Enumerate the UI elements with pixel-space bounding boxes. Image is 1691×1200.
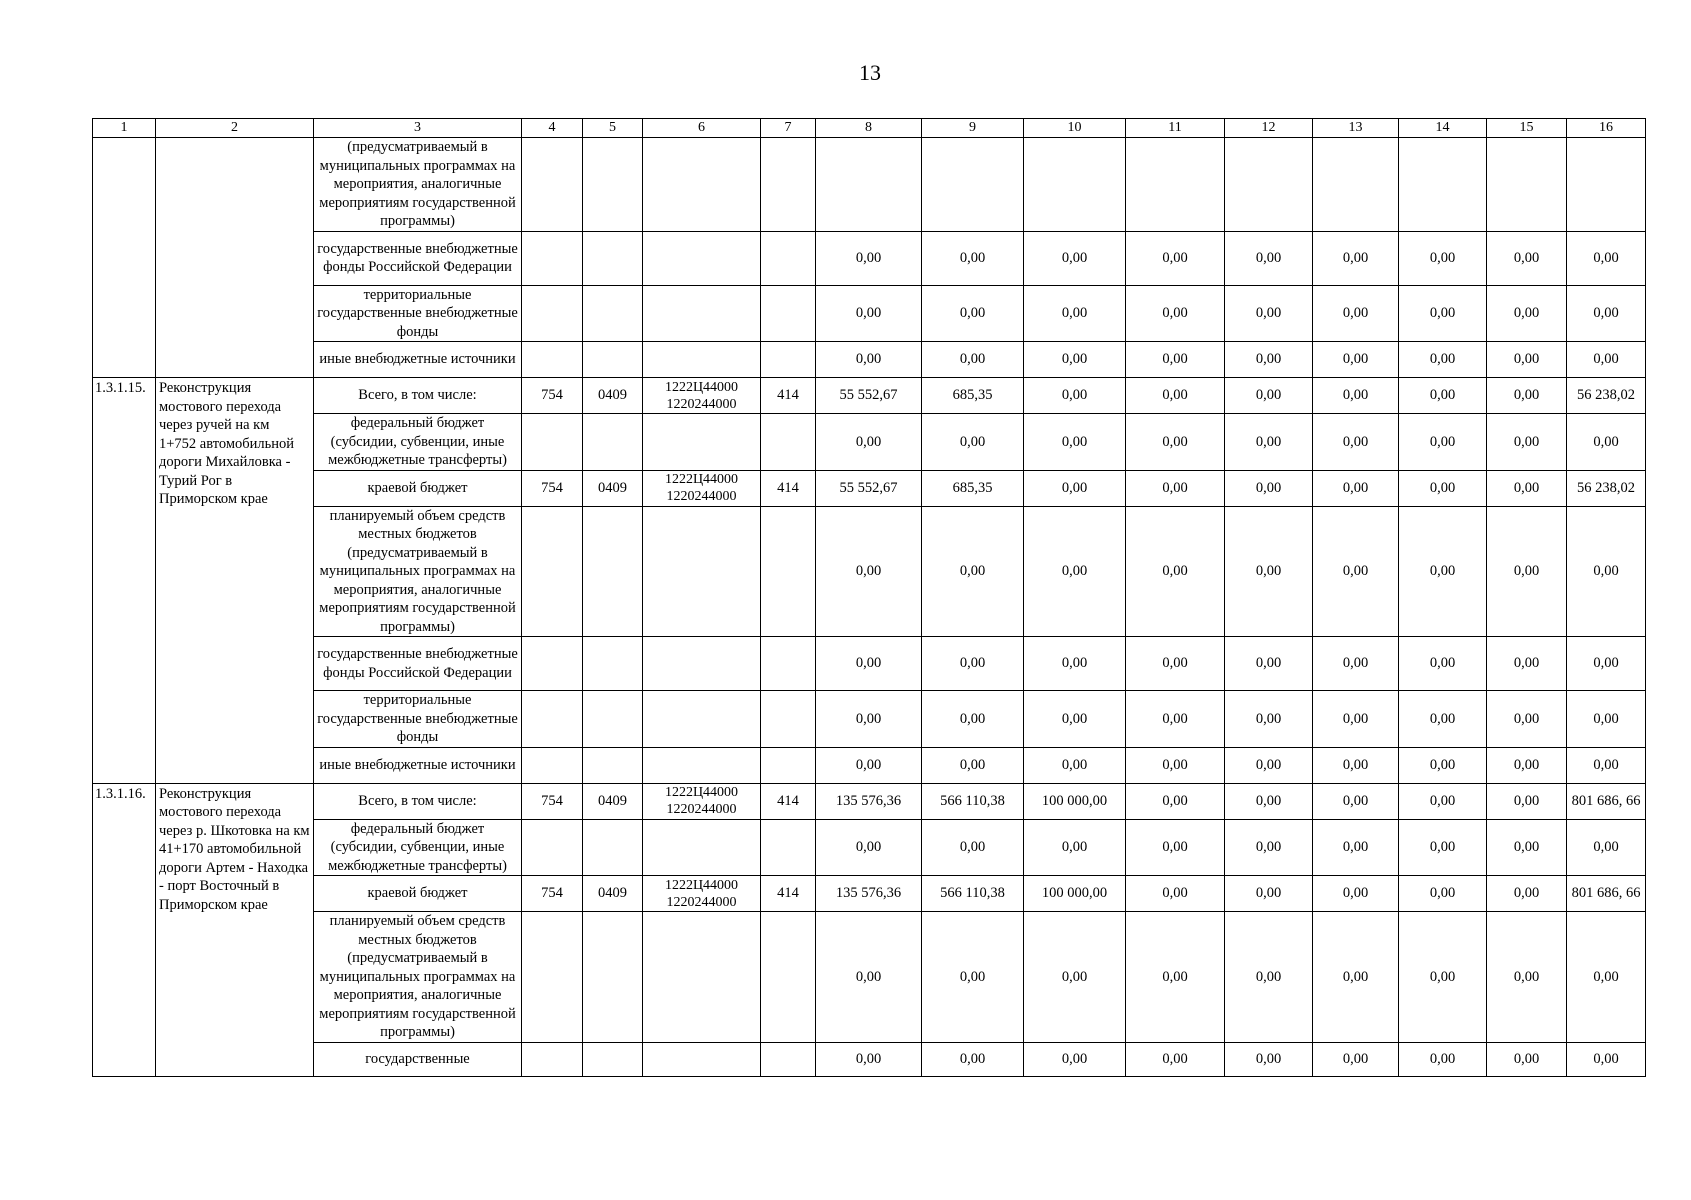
amount-cell: 0,00 [1024,506,1126,637]
item-name-cell [156,138,314,378]
kcsr-code: 1220244000 [666,489,737,504]
amount-cell: 0,00 [1126,691,1225,748]
kvr-cell: 414 [761,876,816,912]
amount-cell: 0,00 [1567,637,1646,691]
amount-cell: 0,00 [1313,342,1399,378]
funding-source-cell: государственные внебюджетные фонды Российской Федерации [314,637,522,691]
funding-source-cell: государственные внебюджетные фонды Российской Федерации [314,231,522,285]
kvr-cell [761,637,816,691]
kvr-cell [761,414,816,471]
kgrbs-cell [522,1042,583,1076]
amount-cell: 0,00 [1567,912,1646,1043]
amount-cell: 135 576,36 [816,783,922,819]
kgrbs-cell: 754 [522,783,583,819]
amount-cell: 0,00 [1399,783,1487,819]
item-code-cell: 1.3.1.16. [93,783,156,1076]
amount-cell: 0,00 [1225,691,1313,748]
funding-source-cell: Всего, в том числе: [314,783,522,819]
amount-cell: 0,00 [1024,470,1126,506]
table-row [93,819,1646,876]
amount-cell: 0,00 [1225,285,1313,342]
amount-cell: 801 686, 66 [1567,876,1646,912]
table-row [93,1042,1646,1076]
empty-cell [816,138,922,232]
kcsr-code: 1222Ц44000 [664,877,739,893]
funding-source-cell: краевой бюджет [314,876,522,912]
empty-cell [761,138,816,232]
amount-cell: 0,00 [1399,506,1487,637]
amount-cell: 0,00 [1487,231,1567,285]
amount-cell: 0,00 [1487,876,1567,912]
item-code-cell [93,138,156,378]
column-number-row [93,119,1646,138]
amount-cell: 0,00 [1487,747,1567,783]
column-number: 4 [522,119,583,138]
amount-cell: 0,00 [1313,912,1399,1043]
amount-cell: 0,00 [922,747,1024,783]
amount-cell: 0,00 [1225,783,1313,819]
kvr-cell: 414 [761,783,816,819]
amount-cell: 0,00 [1225,342,1313,378]
funding-source-cell: краевой бюджет [314,470,522,506]
amount-cell: 0,00 [1225,819,1313,876]
funding-source-cell: планируемый объем средств местных бюджетов (предусматриваемый в муниципальных программах на мероприятия, аналогичные мероприятиям государственной программы) [314,912,522,1043]
amount-cell: 0,00 [1567,285,1646,342]
empty-cell [1126,138,1225,232]
amount-cell: 0,00 [1313,285,1399,342]
table-row [93,138,1646,232]
amount-cell: 0,00 [1399,912,1487,1043]
item-name-cell: Реконструкция мостового перехода через р. Шкотовка на км 41+170 автомобильной дороги Артем - Находка - порт Восточный в Приморском крае [156,783,314,1076]
column-number: 10 [1024,119,1126,138]
amount-cell: 0,00 [1024,342,1126,378]
kgrbs-cell [522,506,583,637]
kcsr-cell [643,1042,761,1076]
amount-cell: 0,00 [1399,876,1487,912]
rzpr-cell [583,747,643,783]
funding-source-cell: планируемый объем средств местных бюджетов (предусматриваемый в муниципальных программах на мероприятия, аналогичные мероприятиям государственной программы) [314,506,522,637]
amount-cell: 0,00 [922,506,1024,637]
amount-cell: 0,00 [1024,378,1126,414]
amount-cell: 0,00 [1487,783,1567,819]
rzpr-cell [583,231,643,285]
amount-cell: 0,00 [1126,342,1225,378]
kcsr-cell [643,506,761,637]
amount-cell: 0,00 [816,342,922,378]
rzpr-cell [583,285,643,342]
kvr-cell [761,819,816,876]
column-number: 3 [314,119,522,138]
empty-cell [1313,138,1399,232]
amount-cell: 0,00 [1225,470,1313,506]
table-row [93,414,1646,471]
funding-source-cell: (предусматриваемый в муниципальных программах на мероприятия, аналогичные мероприятиям государственной программы) [314,138,522,232]
kcsr-code: 1220244000 [666,802,737,817]
kcsr-code: 1222Ц44000 [664,379,739,395]
amount-cell: 0,00 [1126,506,1225,637]
amount-cell: 56 238,02 [1567,378,1646,414]
amount-cell: 0,00 [1487,414,1567,471]
rzpr-cell: 0409 [583,378,643,414]
amount-cell: 0,00 [1399,342,1487,378]
kvr-cell [761,691,816,748]
amount-cell: 0,00 [1126,912,1225,1043]
amount-cell: 0,00 [1024,747,1126,783]
amount-cell: 0,00 [1313,876,1399,912]
kcsr-code: 1220244000 [666,894,737,910]
column-number: 6 [643,119,761,138]
kgrbs-cell [522,819,583,876]
rzpr-cell [583,414,643,471]
table-row [93,342,1646,378]
amount-cell: 0,00 [816,637,922,691]
table-row [93,691,1646,748]
kcsr-cell [643,231,761,285]
amount-cell: 0,00 [1487,342,1567,378]
amount-cell: 0,00 [1024,819,1126,876]
column-number: 14 [1399,119,1487,138]
amount-cell: 0,00 [1487,819,1567,876]
table-row [93,912,1646,1043]
amount-cell: 55 552,67 [816,378,922,414]
funding-source-cell: Всего, в том числе: [314,378,522,414]
amount-cell: 0,00 [1225,414,1313,471]
rzpr-cell: 0409 [583,876,643,912]
table-row [93,470,1646,506]
amount-cell: 0,00 [1313,747,1399,783]
empty-cell [922,138,1024,232]
kcsr-cell [643,819,761,876]
amount-cell: 0,00 [922,691,1024,748]
amount-cell: 0,00 [1225,876,1313,912]
amount-cell: 0,00 [922,912,1024,1043]
amount-cell: 0,00 [1313,378,1399,414]
column-number: 15 [1487,119,1567,138]
kcsr-code: 1220244000 [666,396,737,412]
funding-source-cell: федеральный бюджет (субсидии, субвенции, иные межбюджетные трансферты) [314,819,522,876]
amount-cell: 0,00 [1225,1042,1313,1076]
amount-cell: 0,00 [1225,637,1313,691]
kcsr-code: 1222Ц44000 [664,472,739,487]
amount-cell: 0,00 [1024,691,1126,748]
kvr-cell [761,912,816,1043]
kcsr-cell [643,691,761,748]
amount-cell: 0,00 [1313,819,1399,876]
amount-cell: 0,00 [1126,414,1225,471]
amount-cell: 0,00 [816,285,922,342]
amount-cell: 0,00 [1487,637,1567,691]
amount-cell: 0,00 [816,747,922,783]
kvr-cell [761,231,816,285]
kcsr-cell [643,285,761,342]
amount-cell: 0,00 [816,912,922,1043]
amount-cell: 0,00 [922,819,1024,876]
rzpr-cell [583,342,643,378]
kgrbs-cell [522,747,583,783]
table-row [93,378,1646,414]
kgrbs-cell [522,637,583,691]
kgrbs-cell: 754 [522,378,583,414]
amount-cell: 0,00 [1126,637,1225,691]
amount-cell: 0,00 [1225,747,1313,783]
kcsr-cell [643,470,761,506]
amount-cell: 0,00 [1313,231,1399,285]
empty-cell [522,138,583,232]
amount-cell: 0,00 [1399,378,1487,414]
kcsr-cell [643,414,761,471]
amount-cell: 0,00 [1399,637,1487,691]
table-row [93,637,1646,691]
column-number: 11 [1126,119,1225,138]
amount-cell: 0,00 [1487,691,1567,748]
amount-cell: 0,00 [1024,231,1126,285]
column-number: 7 [761,119,816,138]
amount-cell: 801 686, 66 [1567,783,1646,819]
empty-cell [583,138,643,232]
amount-cell: 56 238,02 [1567,470,1646,506]
rzpr-cell [583,691,643,748]
kcsr-cell [643,342,761,378]
rzpr-cell [583,637,643,691]
amount-cell: 0,00 [1225,506,1313,637]
amount-cell: 0,00 [1313,691,1399,748]
amount-cell: 0,00 [816,231,922,285]
amount-cell: 0,00 [1313,783,1399,819]
amount-cell: 55 552,67 [816,470,922,506]
kgrbs-cell [522,414,583,471]
amount-cell: 0,00 [1567,1042,1646,1076]
amount-cell: 0,00 [1126,378,1225,414]
funding-source-cell: территориальные государственные внебюджетные фонды [314,285,522,342]
amount-cell: 566 110,38 [922,783,1024,819]
kgrbs-cell: 754 [522,470,583,506]
amount-cell: 0,00 [1567,414,1646,471]
empty-cell [1225,138,1313,232]
column-number: 8 [816,119,922,138]
amount-cell: 0,00 [1567,747,1646,783]
amount-cell: 0,00 [1487,912,1567,1043]
rzpr-cell [583,1042,643,1076]
funding-source-cell: иные внебюджетные источники [314,747,522,783]
amount-cell: 0,00 [1225,378,1313,414]
amount-cell: 0,00 [1399,470,1487,506]
kcsr-cell [643,783,761,819]
amount-cell: 0,00 [1126,747,1225,783]
amount-cell: 0,00 [1126,231,1225,285]
item-name-cell: Реконструкция мостового перехода через ручей на км 1+752 автомобильной дороги Михайловка - Турий Рог в Приморском крае [156,378,314,784]
kgrbs-cell [522,912,583,1043]
amount-cell: 0,00 [1024,285,1126,342]
amount-cell: 0,00 [1399,691,1487,748]
amount-cell: 0,00 [1399,414,1487,471]
kcsr-cell [643,876,761,912]
amount-cell: 0,00 [1126,783,1225,819]
amount-cell: 0,00 [816,819,922,876]
kcsr-cell [643,378,761,414]
kvr-cell [761,747,816,783]
table-row [93,231,1646,285]
empty-cell [1399,138,1487,232]
kgrbs-cell [522,691,583,748]
table-row [93,783,1646,819]
kcsr-code: 1222Ц44000 [664,785,739,800]
amount-cell: 0,00 [1487,378,1567,414]
amount-cell: 0,00 [1225,231,1313,285]
amount-cell: 0,00 [1399,747,1487,783]
amount-cell: 566 110,38 [922,876,1024,912]
amount-cell: 0,00 [922,414,1024,471]
amount-cell: 0,00 [1126,470,1225,506]
amount-cell: 0,00 [1126,819,1225,876]
amount-cell: 0,00 [1399,231,1487,285]
column-number: 12 [1225,119,1313,138]
amount-cell: 0,00 [1399,819,1487,876]
kvr-cell: 414 [761,470,816,506]
amount-cell: 0,00 [922,1042,1024,1076]
amount-cell: 0,00 [1567,691,1646,748]
kcsr-cell [643,637,761,691]
amount-cell: 0,00 [1399,285,1487,342]
amount-cell: 0,00 [1024,1042,1126,1076]
amount-cell: 0,00 [1487,285,1567,342]
amount-cell: 685,35 [922,470,1024,506]
page-number: 13 [859,60,881,85]
amount-cell: 0,00 [922,342,1024,378]
funding-source-cell: федеральный бюджет (субсидии, субвенции, иные межбюджетные трансферты) [314,414,522,471]
amount-cell: 0,00 [816,691,922,748]
table-row [93,506,1646,637]
amount-cell: 0,00 [1567,231,1646,285]
empty-cell [1567,138,1646,232]
amount-cell: 0,00 [1126,285,1225,342]
amount-cell: 0,00 [1024,637,1126,691]
amount-cell: 0,00 [922,231,1024,285]
budget-table [92,118,1646,1077]
amount-cell: 0,00 [816,414,922,471]
amount-cell: 0,00 [1313,637,1399,691]
rzpr-cell [583,506,643,637]
kcsr-cell [643,747,761,783]
amount-cell: 0,00 [1313,506,1399,637]
amount-cell: 0,00 [922,285,1024,342]
amount-cell: 0,00 [1126,876,1225,912]
amount-cell: 0,00 [1225,912,1313,1043]
item-code-cell: 1.3.1.15. [93,378,156,784]
kcsr-cell [643,912,761,1043]
column-number: 1 [93,119,156,138]
amount-cell: 0,00 [1567,819,1646,876]
amount-cell: 0,00 [922,637,1024,691]
rzpr-cell [583,819,643,876]
amount-cell: 0,00 [1487,470,1567,506]
amount-cell: 0,00 [1567,506,1646,637]
amount-cell: 0,00 [1487,506,1567,637]
kgrbs-cell: 754 [522,876,583,912]
column-number: 9 [922,119,1024,138]
amount-cell: 0,00 [1313,470,1399,506]
amount-cell: 0,00 [1313,414,1399,471]
amount-cell: 135 576,36 [816,876,922,912]
funding-source-cell: государственные [314,1042,522,1076]
empty-cell [1024,138,1126,232]
funding-source-cell: иные внебюджетные источники [314,342,522,378]
table-row [93,747,1646,783]
column-number: 16 [1567,119,1646,138]
kvr-cell [761,506,816,637]
kgrbs-cell [522,231,583,285]
rzpr-cell [583,912,643,1043]
amount-cell: 0,00 [816,506,922,637]
amount-cell: 0,00 [1399,1042,1487,1076]
amount-cell: 100 000,00 [1024,783,1126,819]
table-row [93,285,1646,342]
amount-cell: 0,00 [1024,912,1126,1043]
amount-cell: 100 000,00 [1024,876,1126,912]
amount-cell: 0,00 [1313,1042,1399,1076]
column-number: 5 [583,119,643,138]
empty-cell [643,138,761,232]
amount-cell: 685,35 [922,378,1024,414]
kvr-cell [761,285,816,342]
empty-cell [1487,138,1567,232]
kvr-cell [761,1042,816,1076]
kvr-cell: 414 [761,378,816,414]
rzpr-cell: 0409 [583,470,643,506]
rzpr-cell: 0409 [583,783,643,819]
amount-cell: 0,00 [1487,1042,1567,1076]
amount-cell: 0,00 [1126,1042,1225,1076]
amount-cell: 0,00 [1024,414,1126,471]
funding-source-cell: территориальные государственные внебюджетные фонды [314,691,522,748]
kgrbs-cell [522,342,583,378]
column-number: 2 [156,119,314,138]
column-number: 13 [1313,119,1399,138]
amount-cell: 0,00 [816,1042,922,1076]
table-row [93,876,1646,912]
kgrbs-cell [522,285,583,342]
kvr-cell [761,342,816,378]
amount-cell: 0,00 [1567,342,1646,378]
